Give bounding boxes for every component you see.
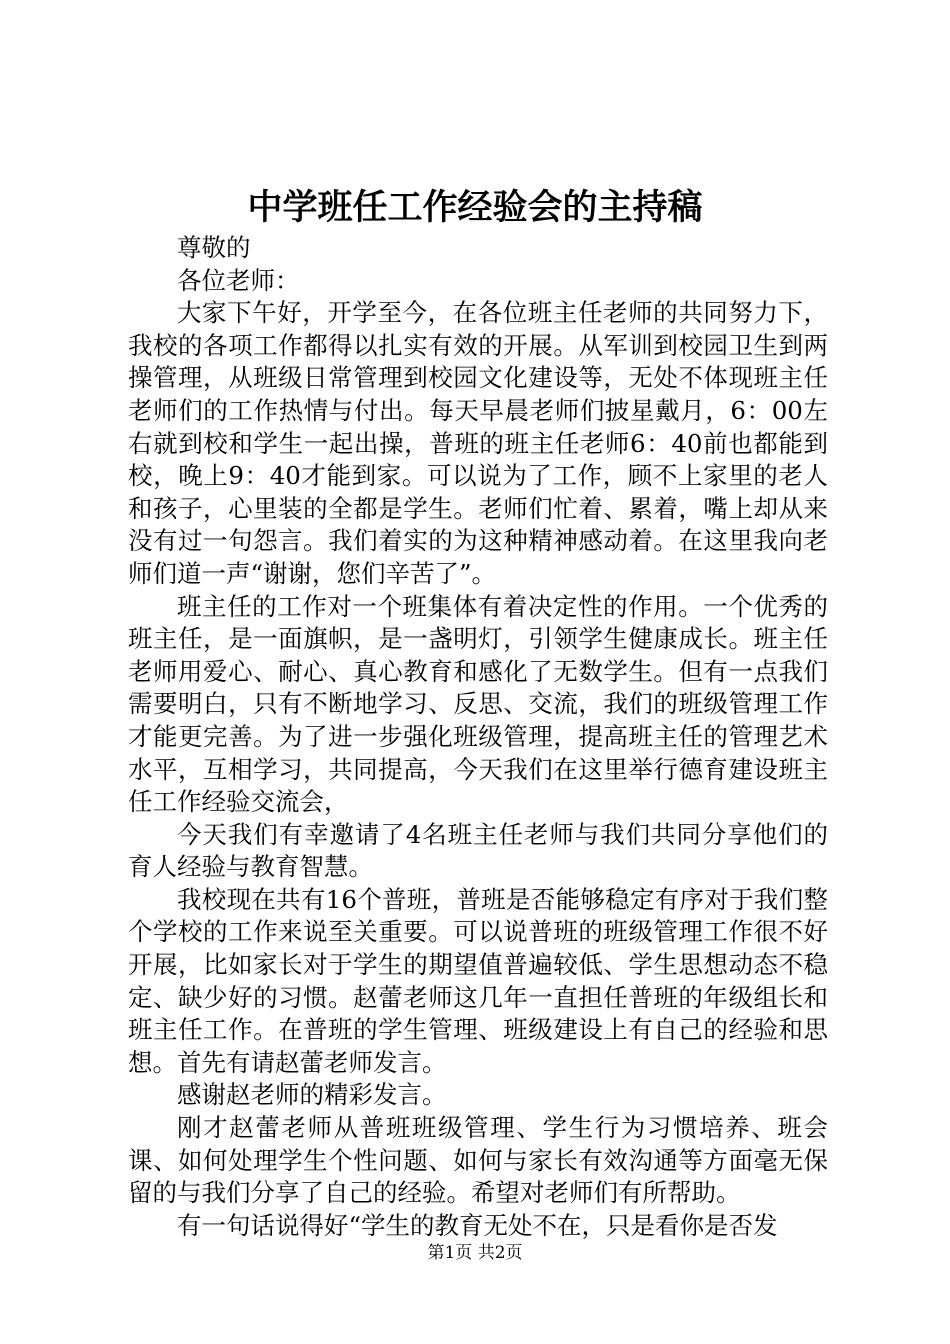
paragraph: 刚才赵蕾老师从普班班级管理、学生行为习惯培养、班会课、如何处理学生个性问题、如何与家长有效沟通等方面毫无保留的与我们分享了自己的经验。希望对老师们有所帮助。 — [128, 1113, 828, 1208]
paragraph: 感谢赵老师的精彩发言。 — [177, 1080, 447, 1110]
page-footer: 第1页 共2页 — [427, 1243, 523, 1263]
paragraph: 班主任的工作对一个班集体有着决定性的作用。一个优秀的班主任，是一面旗帜，是一盏明灯，引领学生健康成长。班主任老师用爱心、耐心、真心教育和感化了无数学生。但有一点我们需要明白，只有不断地学习、反思、交流，我们的班级管理工作才能更完善。为了进一步强化班级管理，提高班主任的管理艺术水平，互相学习，共同提高，今天我们在这里举行德育建设班主任工作经验交流会， — [128, 591, 828, 817]
paragraph: 大家下午好，开学至今，在各位班主任老师的共同努力下，我校的各项工作都得以扎实有效的开展。从军训到校园卫生到两操管理，从班级日常管理到校园文化建设等，无处不体现班主任老师们的工作热情与付出。每天早晨老师们披星戴月，6：00左右就到校和学生一起出操，普班的班主任老师6：40前也都能到校，晚上9：40才能到家。可以说为了工作，顾不上家里的老人和孩子，心里装的全都是学生。老师们忙着、累着，嘴上却从来没有过一句怨言。我们着实的为这种精神感动着。在这里我向老师们道一声“谢谢，您们辛苦了”。 — [128, 298, 828, 588]
paragraph: 我校现在共有16个普班，普班是否能够稳定有序对于我们整个学校的工作来说至关重要。可以说普班的班级管理工作很不好开展，比如家长对于学生的期望值普遍较低、学生思想动态不稳定、缺少好的习惯。赵蕾老师这几年一直担任普班的年级组长和班主任工作。在普班的学生管理、班级建设上有自己的经验和思想。首先有请赵蕾老师发言。 — [128, 884, 828, 1077]
paragraph: 今天我们有幸邀请了4名班主任老师与我们共同分享他们的育人经验与教育智慧。 — [128, 819, 828, 882]
salutation-line-1: 尊敬的 — [177, 233, 251, 262]
paragraph: 有一句话说得好“学生的教育无处不在，只是看你是否发 — [177, 1210, 778, 1240]
salutation-line-2: 各位老师： — [177, 265, 300, 295]
document-body — [128, 232, 828, 1242]
document-title: 中学班任工作经验会的主持稿 — [247, 187, 703, 228]
